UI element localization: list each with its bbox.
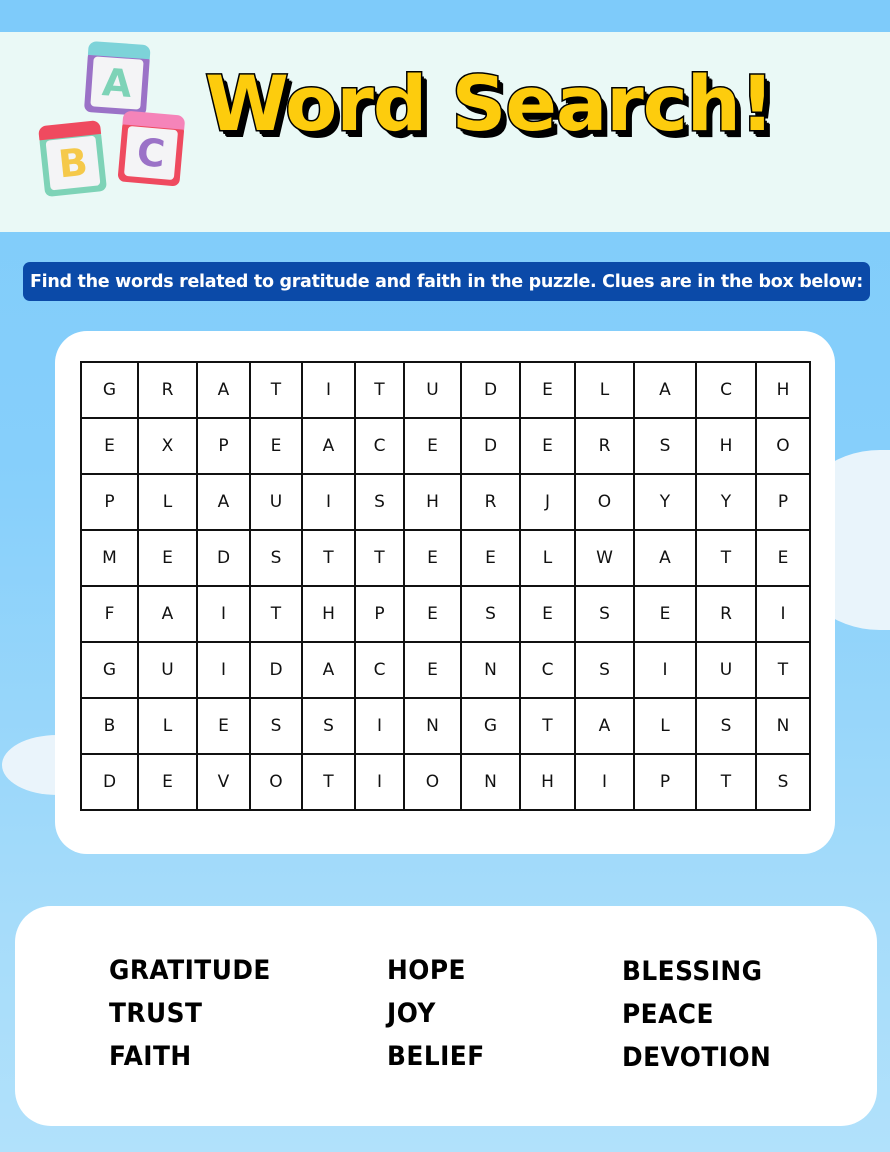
grid-cell[interactable]: S: [461, 586, 520, 642]
grid-cell[interactable]: O: [404, 754, 461, 810]
grid-cell[interactable]: S: [575, 586, 634, 642]
clue-word: DEVOTION: [622, 1042, 772, 1073]
grid-cell[interactable]: Y: [634, 474, 696, 530]
grid-cell[interactable]: I: [355, 754, 404, 810]
grid-cell[interactable]: L: [520, 530, 575, 586]
grid-cell[interactable]: N: [404, 698, 461, 754]
grid-cell[interactable]: P: [634, 754, 696, 810]
grid-cell[interactable]: E: [520, 586, 575, 642]
grid-cell[interactable]: N: [461, 642, 520, 698]
grid-cell[interactable]: E: [197, 698, 250, 754]
grid-cell[interactable]: V: [197, 754, 250, 810]
word-search-grid: [80, 361, 811, 811]
grid-cell[interactable]: L: [575, 362, 634, 418]
grid-cell[interactable]: C: [520, 642, 575, 698]
grid-cell[interactable]: I: [355, 698, 404, 754]
grid-cell[interactable]: N: [461, 754, 520, 810]
grid-cell[interactable]: T: [520, 698, 575, 754]
grid-body: [81, 362, 810, 810]
grid-cell[interactable]: E: [634, 586, 696, 642]
grid-cell[interactable]: J: [520, 474, 575, 530]
grid-cell[interactable]: S: [756, 754, 810, 810]
grid-row: [81, 474, 810, 530]
abc-blocks-logo: [36, 40, 196, 215]
grid-cell[interactable]: H: [520, 754, 575, 810]
grid-cell[interactable]: I: [756, 586, 810, 642]
grid-cell[interactable]: T: [756, 642, 810, 698]
grid-cell[interactable]: G: [461, 698, 520, 754]
grid-cell[interactable]: S: [634, 418, 696, 474]
grid-row: [81, 530, 810, 586]
grid-cell[interactable]: R: [461, 474, 520, 530]
grid-cell[interactable]: S: [355, 474, 404, 530]
grid-cell[interactable]: U: [696, 642, 756, 698]
grid-cell[interactable]: U: [250, 474, 302, 530]
grid-cell[interactable]: T: [302, 530, 355, 586]
grid-row: [81, 362, 810, 418]
grid-cell[interactable]: H: [404, 474, 461, 530]
grid-cell[interactable]: Y: [696, 474, 756, 530]
grid-cell[interactable]: H: [302, 586, 355, 642]
grid-cell[interactable]: L: [138, 698, 197, 754]
grid-row: [81, 586, 810, 642]
grid-cell[interactable]: R: [575, 418, 634, 474]
grid-cell[interactable]: L: [138, 474, 197, 530]
grid-cell[interactable]: I: [634, 642, 696, 698]
grid-cell[interactable]: C: [355, 642, 404, 698]
grid-cell[interactable]: T: [696, 530, 756, 586]
instructions-text: Find the words related to gratitude and faith in the puzzle. Clues are in the box below:: [29, 271, 863, 292]
clue-word: GRATITUDE: [109, 955, 271, 986]
grid-cell[interactable]: T: [250, 362, 302, 418]
grid-cell[interactable]: C: [696, 362, 756, 418]
grid-cell[interactable]: E: [138, 530, 197, 586]
grid-cell[interactable]: E: [404, 642, 461, 698]
grid-cell[interactable]: A: [575, 698, 634, 754]
grid-row: [81, 418, 810, 474]
grid-cell[interactable]: E: [520, 362, 575, 418]
grid-cell[interactable]: I: [197, 642, 250, 698]
grid-cell[interactable]: S: [696, 698, 756, 754]
grid-cell[interactable]: A: [634, 362, 696, 418]
grid-cell[interactable]: A: [197, 474, 250, 530]
grid-cell[interactable]: D: [250, 642, 302, 698]
grid-cell[interactable]: N: [756, 698, 810, 754]
grid-cell[interactable]: W: [575, 530, 634, 586]
grid-cell[interactable]: X: [138, 418, 197, 474]
grid-cell[interactable]: T: [355, 362, 404, 418]
grid-cell[interactable]: T: [355, 530, 404, 586]
grid-cell[interactable]: R: [696, 586, 756, 642]
grid-row: [81, 642, 810, 698]
grid-cell[interactable]: L: [634, 698, 696, 754]
grid-cell[interactable]: P: [81, 474, 138, 530]
grid-cell[interactable]: O: [756, 418, 810, 474]
grid-cell[interactable]: E: [404, 418, 461, 474]
grid-cell[interactable]: T: [696, 754, 756, 810]
grid-cell[interactable]: A: [138, 586, 197, 642]
grid-cell[interactable]: R: [138, 362, 197, 418]
grid-cell[interactable]: E: [461, 530, 520, 586]
grid-cell[interactable]: S: [250, 698, 302, 754]
grid-cell[interactable]: E: [138, 754, 197, 810]
grid-cell[interactable]: P: [756, 474, 810, 530]
clue-word: TRUST: [109, 998, 203, 1029]
grid-cell[interactable]: D: [461, 418, 520, 474]
grid-cell[interactable]: D: [197, 530, 250, 586]
grid-cell[interactable]: A: [197, 362, 250, 418]
grid-cell[interactable]: S: [250, 530, 302, 586]
grid-cell[interactable]: D: [81, 754, 138, 810]
grid-cell[interactable]: A: [634, 530, 696, 586]
grid-cell[interactable]: O: [250, 754, 302, 810]
clue-word: PEACE: [622, 999, 714, 1030]
block-a-icon: A: [84, 50, 150, 116]
grid-row: [81, 698, 810, 754]
grid-cell[interactable]: S: [575, 642, 634, 698]
block-b-icon: B: [39, 129, 107, 197]
grid-cell[interactable]: C: [355, 418, 404, 474]
grid-cell[interactable]: I: [197, 586, 250, 642]
grid-cell[interactable]: T: [302, 754, 355, 810]
grid-cell[interactable]: H: [756, 362, 810, 418]
instructions-bar: [23, 262, 870, 301]
grid-cell[interactable]: B: [81, 698, 138, 754]
clue-word: HOPE: [387, 955, 466, 986]
grid-cell[interactable]: I: [302, 362, 355, 418]
grid-cell[interactable]: A: [302, 418, 355, 474]
grid-cell[interactable]: P: [197, 418, 250, 474]
clue-word: BELIEF: [387, 1041, 485, 1072]
grid-cell[interactable]: U: [138, 642, 197, 698]
grid-cell[interactable]: E: [250, 418, 302, 474]
page-title: Word Search!: [205, 59, 774, 148]
grid-cell[interactable]: G: [81, 642, 138, 698]
grid-cell[interactable]: H: [696, 418, 756, 474]
grid-cell[interactable]: T: [250, 586, 302, 642]
grid-cell[interactable]: I: [302, 474, 355, 530]
grid-cell[interactable]: S: [302, 698, 355, 754]
grid-cell[interactable]: P: [355, 586, 404, 642]
grid-cell[interactable]: O: [575, 474, 634, 530]
grid-cell[interactable]: E: [404, 530, 461, 586]
grid-cell[interactable]: M: [81, 530, 138, 586]
grid-cell[interactable]: D: [461, 362, 520, 418]
grid-cell[interactable]: I: [575, 754, 634, 810]
grid-cell[interactable]: E: [520, 418, 575, 474]
clue-word: JOY: [387, 998, 436, 1029]
grid-cell[interactable]: E: [404, 586, 461, 642]
grid-row: [81, 754, 810, 810]
grid-cell[interactable]: E: [81, 418, 138, 474]
clue-word: BLESSING: [622, 956, 763, 987]
grid-cell[interactable]: G: [81, 362, 138, 418]
grid-cell[interactable]: U: [404, 362, 461, 418]
clue-word: FAITH: [109, 1041, 192, 1072]
grid-cell[interactable]: A: [302, 642, 355, 698]
grid-cell[interactable]: F: [81, 586, 138, 642]
grid-cell[interactable]: E: [756, 530, 810, 586]
block-c-icon: C: [117, 119, 184, 186]
